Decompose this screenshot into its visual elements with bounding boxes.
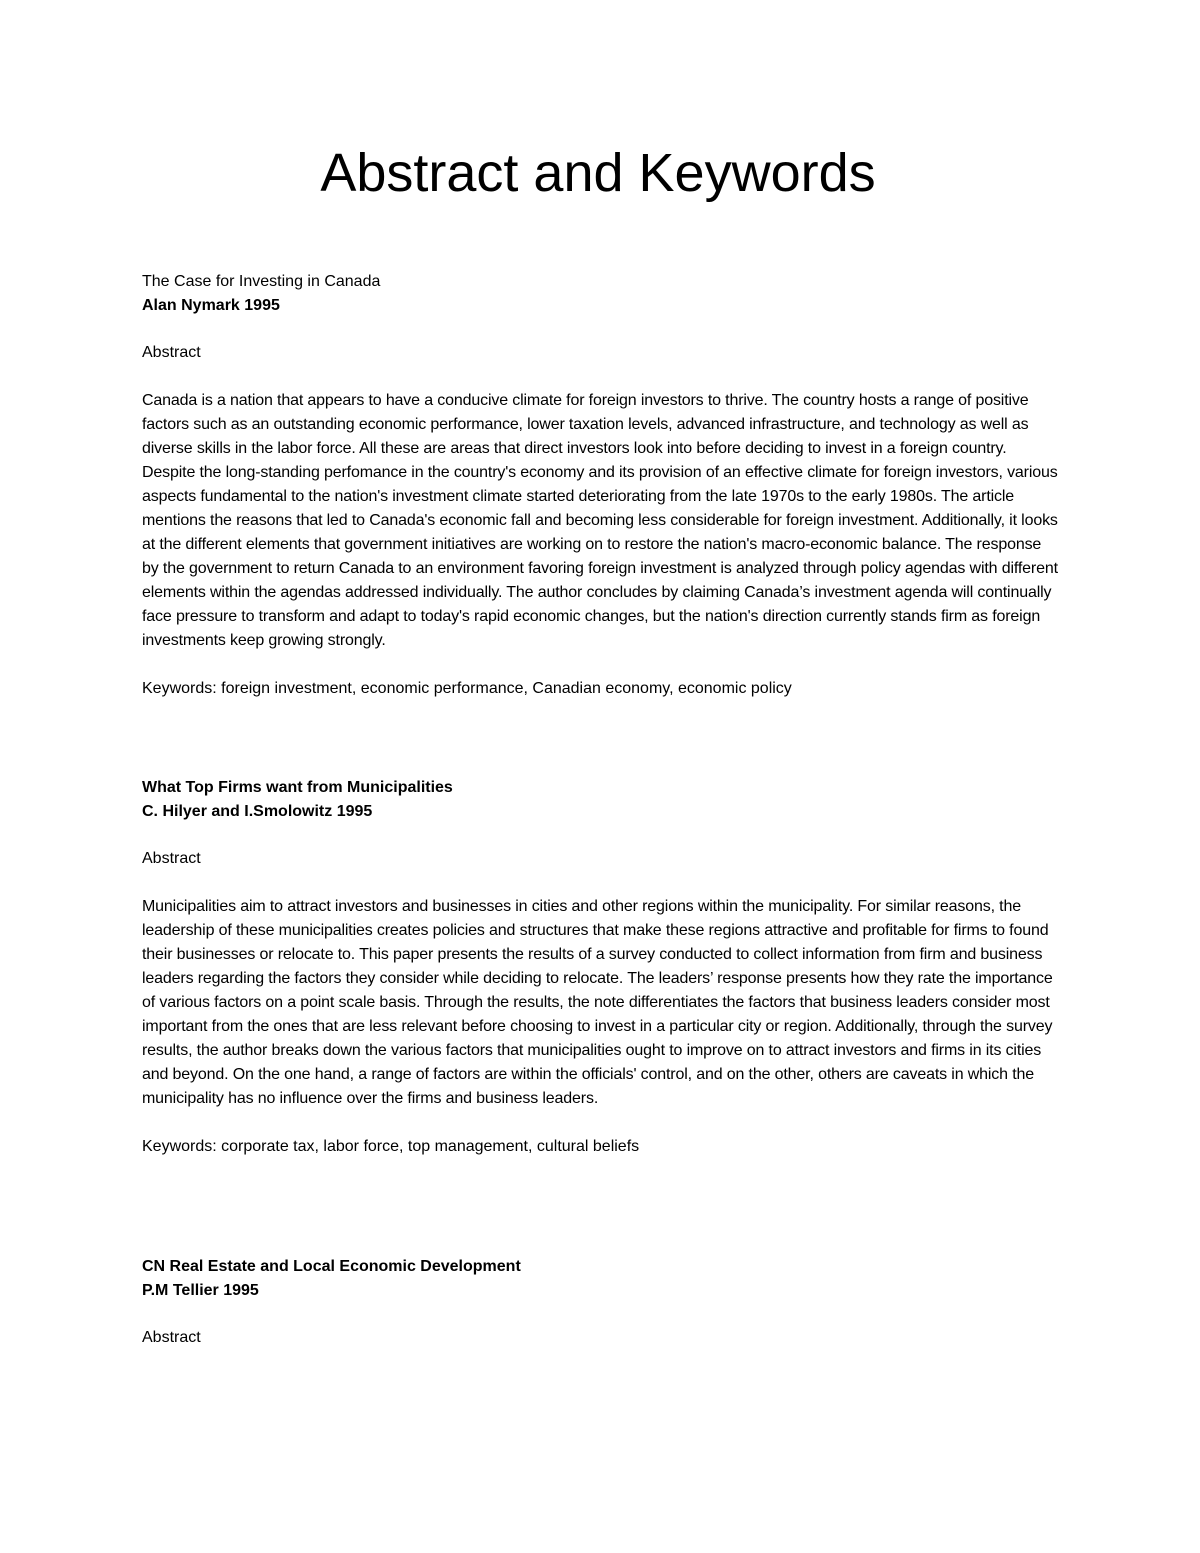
article-entry xyxy=(142,270,1062,701)
document-title: Abstract and Keywords xyxy=(320,143,876,203)
article-title: What Top Firms want from Municipalities xyxy=(142,779,453,796)
article-author: Alan Nymark 1995 xyxy=(142,297,280,314)
abstract-heading: Abstract xyxy=(142,850,201,867)
article-title: The Case for Investing in Canada xyxy=(142,273,381,290)
article-entry xyxy=(142,1255,1062,1350)
keywords-line: Keywords: corporate tax, labor force, top management, cultural beliefs xyxy=(142,1138,640,1155)
abstract-paragraph: Canada is a nation that appears to have a conducive climate for foreign investors to thrive. The country hosts a range of positive factors such as an outstanding economic performance, lower taxation levels, advanced infrastructure, and technology as well as diverse skills in the labor force. All these are areas that direct investors look into before deciding to invest in a foreign country. Despite the long-standing perfomance in the country's economy and its provision of an effective climate for foreign investors, various aspects fundamental to the nation's investment climate started deteriorating from the late 1970s to the early 1980s. The article mentions the reasons that led to Canada's economic fall and becoming less considerable for foreign investment. Additionally, it looks at the different elements that government initiatives are working on to restore the nation's macro-economic balance. The response by the government to return Canada to an environment favoring foreign investment is analyzed through policy agendas with different elements within the agendas addressed individually. The author concludes by claiming Canada’s investment agenda will continually face pressure to transform and adapt to today's rapid economic changes, but the nation's direction currently stands firm as foreign investments keep growing strongly. xyxy=(142,392,1058,649)
article-author: C. Hilyer and I.Smolowitz 1995 xyxy=(142,803,373,820)
article-entry xyxy=(142,776,1062,1159)
article-author: P.M Tellier 1995 xyxy=(142,1282,259,1299)
article-title: CN Real Estate and Local Economic Development xyxy=(142,1258,521,1275)
keywords-line: Keywords: foreign investment, economic performance, Canadian economy, economic policy xyxy=(142,680,792,697)
abstract-heading: Abstract xyxy=(142,344,201,361)
abstract-heading: Abstract xyxy=(142,1329,201,1346)
abstract-paragraph: Municipalities aim to attract investors and businesses in cities and other regions within the municipality. For similar reasons, the leadership of these municipalities creates policies and structures that make these regions attractive and profitable for firms to found their businesses or relocate to. This paper presents the results of a survey conducted to collect information from firm and business leaders regarding the factors they consider while deciding to relocate. The leaders’ response presents how they rate the importance of various factors on a point scale basis. Through the results, the note differentiates the factors that business leaders consider most important from the ones that are less relevant before choosing to invest in a particular city or region. Additionally, through the survey results, the author breaks down the various factors that municipalities ought to improve on to attract investors and firms in its cities and beyond. On the one hand, a range of factors are within the officials' control, and on the other, others are caveats in which the municipality has no influence over the firms and business leaders. xyxy=(142,898,1053,1107)
